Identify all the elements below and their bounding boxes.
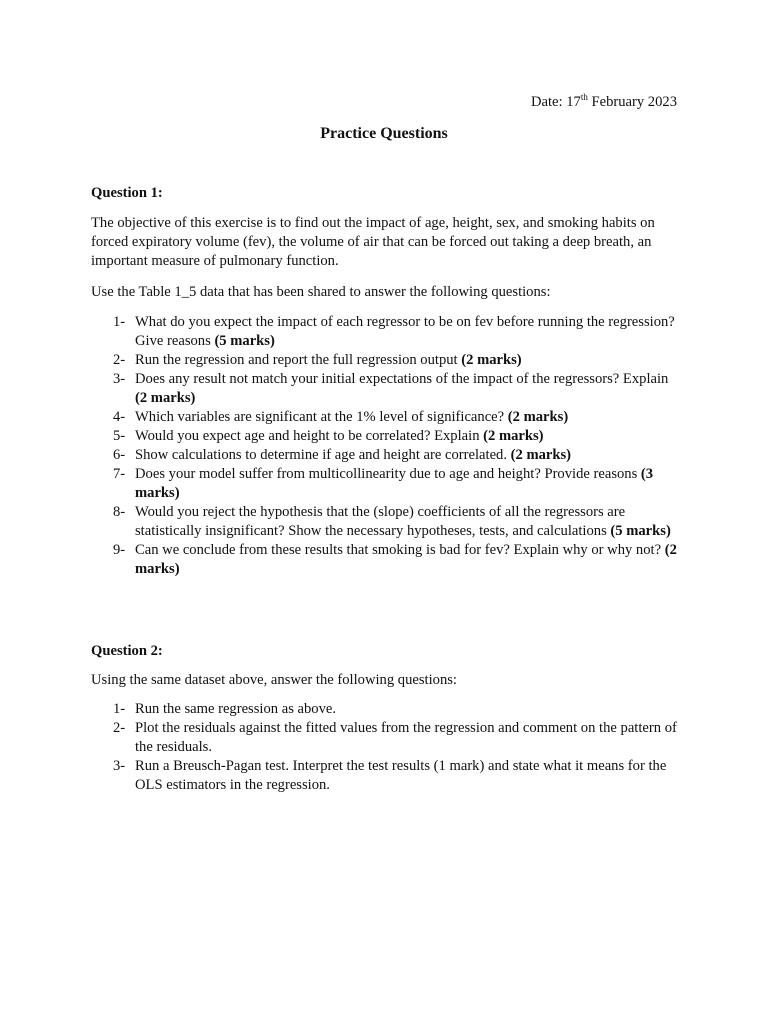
item-marks: (2 marks) [510,447,572,463]
item-number: 3- [113,371,126,387]
item-marks: (2 marks) [135,542,677,577]
question-1-heading: Question 1: [91,185,163,201]
question-1-list [91,313,679,579]
item-number: 1- [113,701,126,717]
list-item [91,719,679,757]
question-1-intro: The objective of this exercise is to find out the impact of age, height, sex, and smoking habits on forced expiratory volume (fev), the volume of air that can be forced out taking a deep breath, an important measure of pulmonary function. [91,215,655,269]
item-text: Would you expect age and height to be correlated? Explain [135,428,484,444]
list-item [91,465,679,503]
question-2-heading-block [91,642,679,661]
item-number: 5- [113,428,126,444]
list-item [91,351,679,370]
list-item [91,757,679,795]
date-superscript: th [580,92,588,103]
item-number: 6- [113,447,126,463]
item-marks: (2 marks) [483,428,544,444]
item-number: 4- [113,409,126,425]
item-number: 7- [113,466,126,482]
item-number: 8- [113,504,126,520]
question-1-list-block [91,313,679,579]
item-number: 2- [113,720,126,736]
item-text: What do you expect the impact of each regressor to be on fev before running the regression? Give reasons [135,314,675,349]
list-item [91,503,679,541]
item-marks: (3 marks) [135,466,654,501]
date-line [531,93,677,112]
list-item [91,408,679,427]
item-text: Run the regression and report the full regression output [135,352,462,368]
item-text: Which variables are significant at the 1% level of significance? [135,409,508,425]
question-1-intro-block [91,214,679,271]
list-item [91,700,679,719]
item-text: Show calculations to determine if age and height are correlated. [135,447,511,463]
question-1-instruction-block [91,283,679,302]
item-marks: (2 marks) [135,390,196,406]
item-text: Would you reject the hypothesis that the (slope) coefficients of all the regressors are statistically insignificant? Show the necessary hypotheses, tests, and calculations [135,504,626,539]
question-2-instruction: Using the same dataset above, answer the following questions: [91,672,457,688]
list-item [91,313,679,351]
item-marks: (2 marks) [507,409,569,425]
question-2-instruction-block [91,671,679,690]
question-2-heading: Question 2: [91,643,163,659]
question-1-heading-block [91,184,679,203]
item-number: 2- [113,352,126,368]
item-number: 3- [113,758,126,774]
item-marks: (2 marks) [461,352,522,368]
item-text: Plot the residuals against the fitted values from the regression and comment on the pattern of the residuals. [135,720,677,755]
item-number: 9- [113,542,126,558]
question-2-list [91,700,679,795]
item-marks: (5 marks) [214,333,275,349]
date-prefix: Date: 17 [530,94,581,110]
list-item [91,370,679,408]
item-number: 1- [113,314,126,330]
item-text: Does your model suffer from multicollinearity due to age and height? Provide reasons [135,466,641,482]
item-text: Does any result not match your initial expectations of the impact of the regressors? Explain [135,371,669,387]
item-text: Can we conclude from these results that smoking is bad for fev? Explain why or why not? [135,542,665,558]
question-2-list-block [91,700,679,795]
item-marks: (5 marks) [610,523,671,539]
item-text: Run a Breusch-Pagan test. Interpret the test results (1 mark) and state what it means for the OLS estimators in the regression. [135,758,667,793]
item-text: Run the same regression as above. [135,701,337,717]
list-item [91,541,679,579]
page-title: Practice Questions [320,125,448,142]
date-suffix: February 2023 [587,94,677,110]
list-item [91,446,679,465]
question-1-instruction: Use the Table 1_5 data that has been shared to answer the following questions: [91,284,551,300]
list-item [91,427,679,446]
